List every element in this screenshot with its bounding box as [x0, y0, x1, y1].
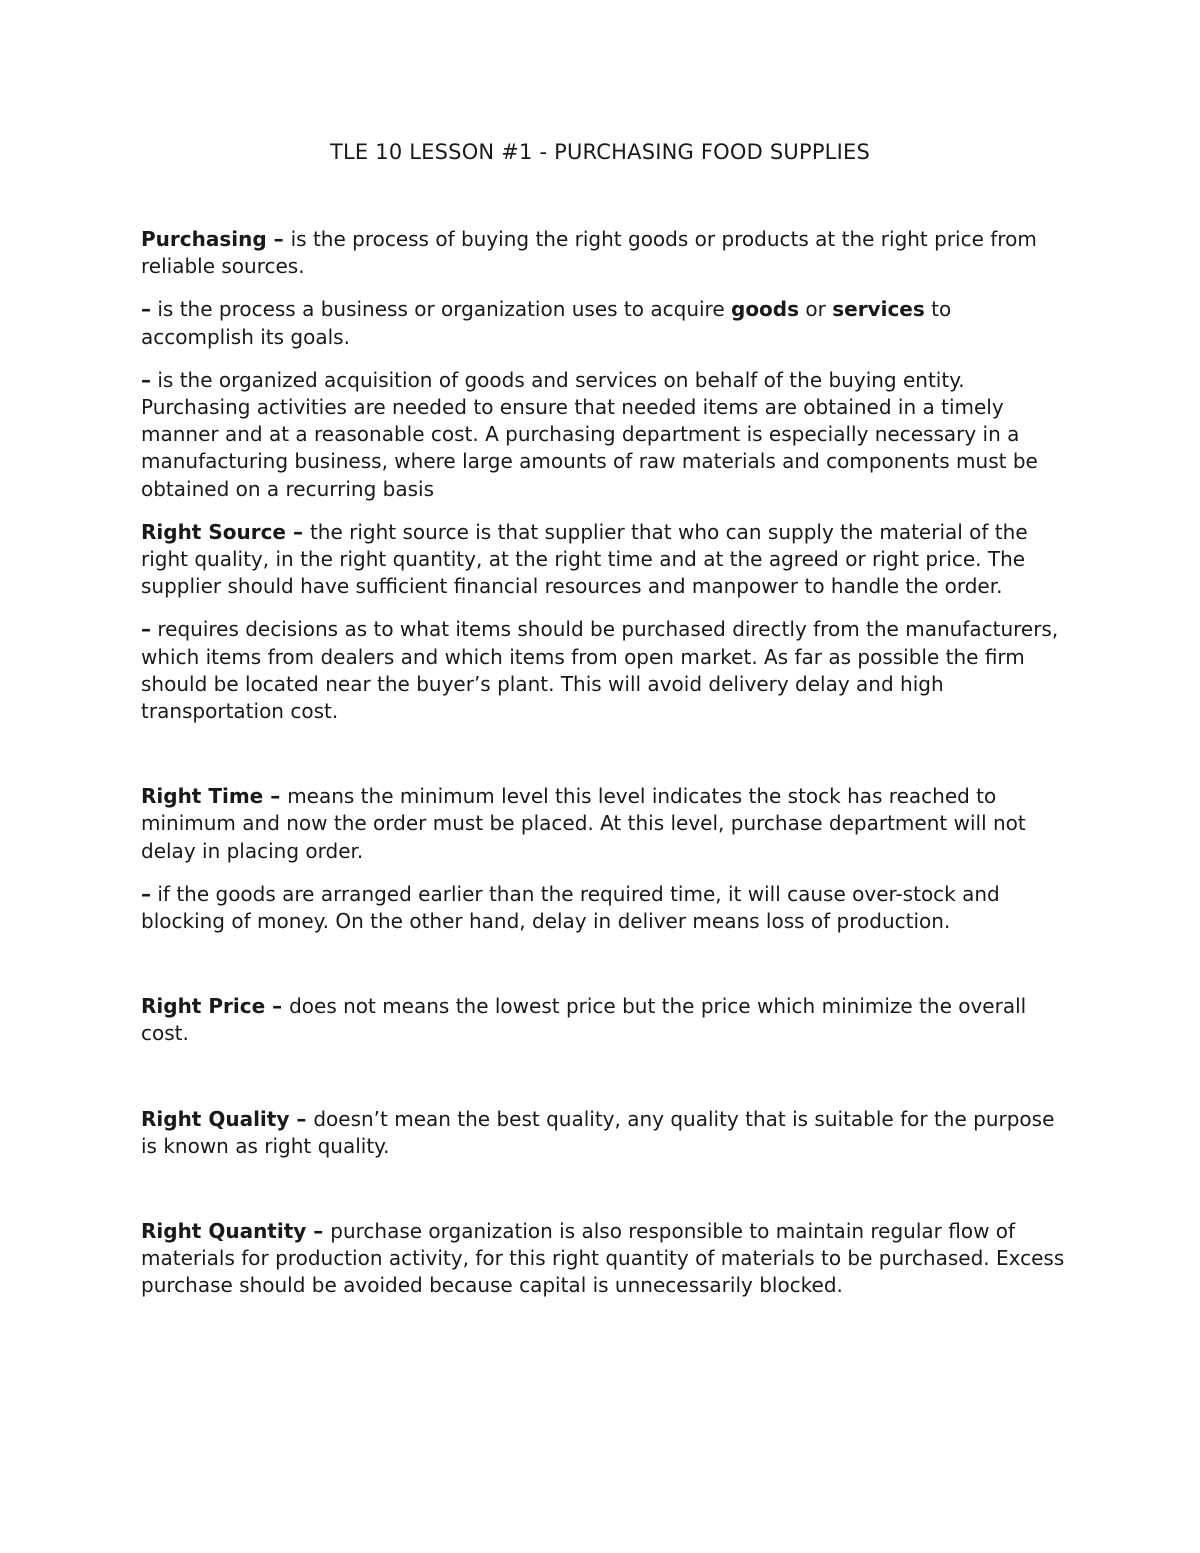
term-right-quality: Right Quality [141, 1106, 290, 1131]
emphasis-goods: goods [731, 297, 800, 322]
term-separator: – [289, 1106, 314, 1131]
definition-text: requires decisions as to what items should be purchased directly from the manufacturers, which items from dealers and which items from open market. As far as possible the firm should be located near the buyer’s plant. This will avoid delivery delay and high transportation cost. [141, 617, 1059, 724]
dash-marker: – [141, 297, 151, 322]
paragraph-right-quantity [141, 1218, 1066, 1300]
term-separator: – [266, 227, 291, 251]
emphasis-services: services [832, 297, 925, 322]
paragraph-right-source [141, 519, 1066, 601]
paragraph-right-price [141, 993, 1066, 1047]
dash-marker: – [141, 617, 151, 642]
paragraph-right-time-def-2 [141, 881, 1066, 935]
definition-text: is the process a business or organization uses to acquire [151, 297, 731, 322]
paragraph-right-quality [141, 1106, 1066, 1160]
definition-text: if the goods are arranged earlier than the required time, it will cause over-stock and blocking of money. On the other hand, delay in deliver means loss of production. [141, 881, 1000, 934]
term-right-time: Right Time [141, 784, 264, 809]
term-separator: – [265, 994, 290, 1019]
definition-text: purchase organization is also responsible to maintain regular flow of materials for production activity, for this right quantity of materials to be purchased. Excess purchase should be avoided because capital is unnecessarily blocked. [141, 1219, 1065, 1298]
definition-text: does not means the lowest price but the price which minimize the overall cost. [141, 994, 1027, 1046]
page-title: TLE 10 LESSON #1 - PURCHASING FOOD SUPPLIES [330, 140, 870, 164]
paragraph-purchasing [141, 226, 1066, 280]
term-separator: – [286, 519, 310, 544]
definition-text: is the process of buying the right goods or products at the right price from reliable sources. [141, 227, 1037, 279]
term-separator: – [263, 784, 288, 809]
term-purchasing: Purchasing [141, 227, 267, 251]
definition-text: is the organized acquisition of goods and services on behalf of the buying entity. Purchasing activities are needed to ensure that needed items are obtained in a timely manner and at a reasonable cost. A purchasing department is especially necessary in a manufacturing business, where large amounts of raw materials and components must be obtained on a recurring basis [141, 367, 1038, 501]
paragraph-right-time [141, 783, 1066, 865]
dash-marker: – [141, 367, 151, 392]
term-right-price: Right Price [141, 994, 266, 1019]
definition-text: the right source is that supplier that who can supply the material of the right quality, in the right quantity, at the right time and at the agreed or right price. The supplier should have sufficient financial resources and manpower to handle the order. [141, 519, 1028, 599]
definition-text: means the minimum level this level indicates the stock has reached to minimum and now the order must be placed. At this level, purchase department will not delay in placing order. [141, 784, 1026, 863]
definition-text: doesn’t mean the best quality, any quality that is suitable for the purpose is known as right quality. [141, 1106, 1055, 1158]
term-right-source: Right Source [141, 519, 286, 544]
dash-marker: – [141, 881, 151, 906]
paragraph-purchasing-def-3 [141, 367, 1066, 503]
document-body [141, 226, 1066, 1316]
paragraph-purchasing-def-2 [141, 296, 1066, 350]
term-right-quantity: Right Quantity [141, 1219, 307, 1244]
term-separator: – [306, 1219, 331, 1244]
paragraph-right-source-def-2 [141, 616, 1066, 725]
definition-text: to accomplish its goals. [141, 297, 952, 349]
definition-text: or [799, 297, 833, 322]
